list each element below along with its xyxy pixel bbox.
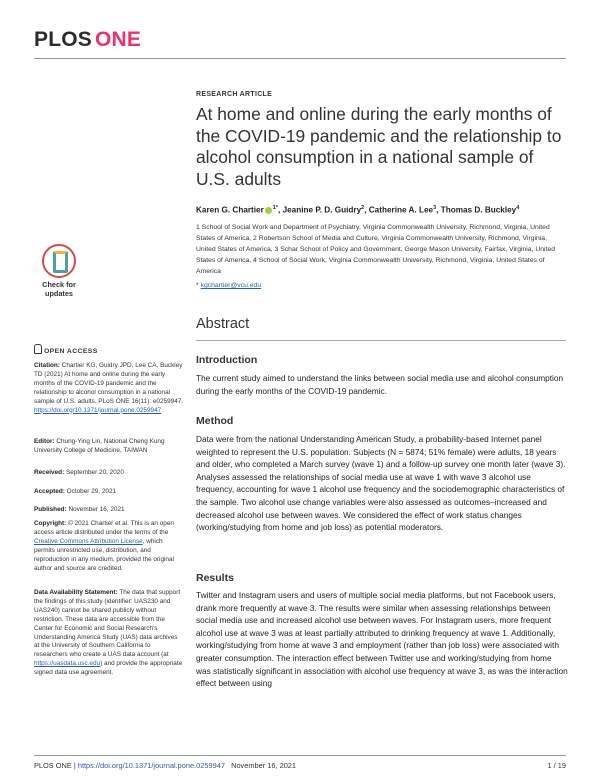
- footer-doi-link[interactable]: https://doi.org/10.1371/journal.pone.0259947: [77, 761, 225, 770]
- corresponding-email: * kgchartier@vcu.edu: [196, 282, 262, 289]
- citation-block: Citation: Chartier KG, Guidry JPD, Lee CA, Buckley TD (2021) At home and online during the early months of the COVID-19 pandemic and the relationship to alcohol consumption in a national sample of U.S. adults. PLoS ONE 16(11): e0259947. https://doi.org/10.1371/journal.pone.0259947: [34, 362, 184, 414]
- received-date: Received: September 20, 2020: [34, 469, 124, 476]
- page-number: 1 / 19: [547, 761, 566, 770]
- copyright-block: Copyright: © 2021 Chartier et al. This is an open access article distributed under the terms of the Creative Commons Attribution License, which permits unrestricted use, distribution, and reproduction in any medium, provided the original author and source are credited.: [34, 520, 174, 572]
- check-for-updates-badge[interactable]: Check for updates: [34, 244, 84, 298]
- email-link[interactable]: kgchartier@vcu.edu: [200, 282, 262, 289]
- method-text: Data were from the national Understanding American Study, a probability-based Internet panel weighted to represent the U.S. population. Subjects (N = 5874; 51% female) were adults, 18 years and older, who completed a March survey (wave 1) and a follow-up survey one month later (wave 3). Analyses assessed the relationships of social media use at wave 1 with wave 3 alcohol use frequency, accounting for wave 1 alcohol use frequency and the sociodemographic characteristics of the sample. Two alcohol use change variables were also assessed as outcomes–increased and decreased alcohol use between waves. We considered the effect of work status changes (working/studying from home and job loss) as potential moderators.: [196, 434, 566, 533]
- footer-rule: [34, 755, 566, 756]
- citation-doi-link[interactable]: https://doi.org/10.1371/journal.pone.0259947: [34, 406, 162, 414]
- method-heading: Method: [196, 415, 234, 427]
- published-date: Published: November 16, 2021: [34, 506, 125, 513]
- results-text: Twitter and Instagram users and users of multiple social media platforms, but not Facebook users, drank more frequently at wave 3. The results were similar when assessing relationships between social media use and increased alcohol use between waves. For Instagram users, more frequent alcohol use at wave 3 was at least partially attributed to drinking frequency at wave 1. Additionally, working/studying from home at wave 3 and employment (rather than job loss) were associated with greater consumption. The interaction effect between Twitter use and working/studying from home was statistically significant in association with alcohol use frequency at wave 3, as was the interaction effect between using: [196, 590, 568, 689]
- accepted-date: Accepted: October 29, 2021: [34, 488, 117, 495]
- open-access-label: OPEN ACCESS: [34, 344, 98, 355]
- article-type: RESEARCH ARTICLE: [196, 91, 273, 98]
- affiliations: 1 School of Social Work and Department of Psychiatry, Virginia Commonwealth University, Richmond, Virginia, United States of America, 2 Robertson School of Media and Culture, Virginia Commonwealth University, Richmond, Virginia, United States of America, 3 Schar School of Policy and Government, George Mason University, Fairfax, Virginia, United States of America, 4 School of Social Work, Virginia Commonwealth University, Richmond, Virginia, United States of America: [196, 224, 556, 275]
- abstract-rule: [196, 340, 566, 341]
- footer-date: November 16, 2021: [231, 761, 297, 770]
- introduction-text: The current study aimed to understand the links between social media use and alcohol consumption during the early months of the COVID-19 pandemic.: [196, 373, 564, 396]
- abstract-heading: Abstract: [196, 316, 250, 332]
- introduction-heading: Introduction: [196, 354, 258, 366]
- crossmark-icon: [42, 244, 76, 278]
- unlock-icon: [34, 344, 42, 354]
- journal-logo: PLOS ONE: [34, 28, 142, 51]
- data-archive-link[interactable]: https://uasdata.usc.edu: [34, 660, 101, 668]
- license-link[interactable]: Creative Commons Attribution License: [34, 537, 143, 545]
- results-heading: Results: [196, 572, 234, 584]
- data-availability-block: Data Availability Statement: The data that support the findings of this study (identifier: UAS230 and UAS240) cannot be shared publicly without restriction. These data are accessible from the Center for Economic and Social Research's Understanding America Study (UAS) data archives at the University of Southern California to researchers who create a UAS data account (at https://uasdata.usc.edu) and provide the appropriate signed data use agreement.: [34, 589, 183, 677]
- editor-block: Editor: Chung-Ying Lin, National Cheng Kung University College of Medicine, TAIWAN: [34, 438, 165, 454]
- article-title: At home and online during the early months of the COVID-19 pandemic and the relationship to alcohol consumption in a national sample of U.S. adults: [196, 104, 562, 189]
- author-list: Karen G. Chartier $^{1*}$, Jeanine P. D. Guidry$^2$, Catherine A. Lee$^3$, Thomas D. Buckley$^4$: [196, 205, 520, 215]
- header-rule: [34, 58, 566, 59]
- orcid-icon[interactable]: [265, 207, 272, 214]
- page-footer: PLOS ONE | https://doi.org/10.1371/journal.pone.0259947 November 16, 2021 1 / 19: [34, 761, 566, 770]
